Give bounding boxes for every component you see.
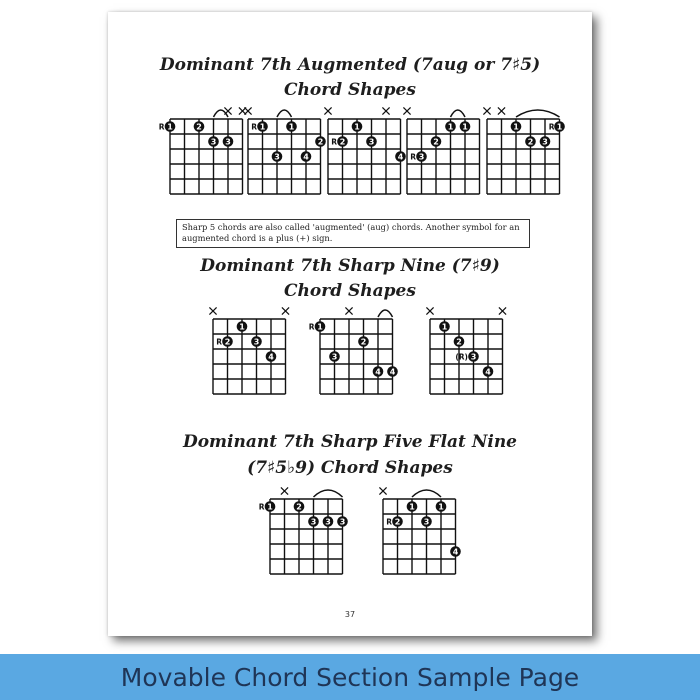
- finger-dot: [554, 121, 565, 132]
- finger-dot: [421, 516, 432, 527]
- finger-number: 4: [485, 367, 491, 377]
- finger-number: 3: [210, 137, 217, 147]
- root-label: R: [258, 502, 265, 512]
- finger-number: 3: [331, 352, 338, 362]
- muted-string-mark: [403, 107, 410, 114]
- muted-string-mark: [379, 487, 386, 494]
- finger-dot: [301, 151, 312, 162]
- muted-string-mark: [426, 307, 433, 314]
- finger-number: 1: [447, 122, 454, 132]
- finger-dot: [223, 136, 234, 147]
- finger-number: 1: [556, 122, 563, 132]
- chord-diagrams: [108, 12, 592, 636]
- finger-dot: [358, 336, 369, 347]
- section-3-subtitle: (7♯5♭9) Chord Shapes: [247, 458, 453, 478]
- chord-diagram: [483, 107, 564, 194]
- section-2-subtitle: Chord Shapes: [284, 281, 416, 301]
- sample-page-banner: [0, 654, 700, 700]
- muted-string-mark: [498, 107, 505, 114]
- chord-diagram: [403, 107, 479, 194]
- muted-string-mark: [382, 107, 389, 114]
- finger-number: 2: [456, 337, 462, 347]
- finger-dot: [436, 501, 447, 512]
- section-3-title: Dominant 7th Sharp Five Flat Nine: [182, 432, 518, 452]
- barre-arc: [214, 110, 229, 117]
- muted-string-mark: [281, 487, 288, 494]
- finger-number: 3: [418, 152, 425, 162]
- muted-string-mark: [324, 107, 331, 114]
- finger-number: 4: [452, 547, 459, 557]
- finger-dot: [315, 321, 326, 332]
- finger-dot: [445, 121, 456, 132]
- finger-number: 3: [423, 517, 430, 527]
- root-label: R: [386, 517, 392, 527]
- muted-string-mark: [282, 307, 289, 314]
- root-label: R: [216, 337, 222, 347]
- finger-number: 2: [339, 137, 346, 147]
- finger-number: 1: [288, 122, 295, 132]
- finger-dot: [460, 121, 471, 132]
- finger-number: 2: [394, 517, 401, 527]
- finger-dot: [251, 336, 262, 347]
- finger-dot: [194, 121, 205, 132]
- finger-number: 3: [225, 137, 231, 147]
- finger-dot: [294, 501, 305, 512]
- chord-diagram: [244, 107, 325, 194]
- chord-diagram: [379, 487, 460, 574]
- finger-dot: [272, 151, 283, 162]
- finger-dot: [450, 546, 461, 557]
- finger-number: 4: [303, 152, 309, 162]
- finger-number: 1: [167, 122, 173, 132]
- root-label: R: [308, 322, 315, 332]
- finger-dot: [454, 336, 465, 347]
- finger-dot: [511, 121, 522, 132]
- finger-number: 2: [196, 122, 202, 132]
- chord-diagram: [259, 487, 348, 574]
- finger-dot: [237, 321, 248, 332]
- finger-dot: [315, 136, 326, 147]
- finger-number: 2: [527, 137, 534, 147]
- finger-number: 1: [354, 122, 360, 132]
- muted-string-mark: [345, 307, 352, 314]
- finger-dot: [265, 501, 276, 512]
- root-label: (R): [455, 352, 468, 362]
- barre-arc: [378, 310, 393, 317]
- finger-number: 3: [470, 352, 477, 362]
- finger-number: 3: [253, 337, 260, 347]
- finger-dot: [439, 321, 450, 332]
- barre-arc: [277, 110, 292, 117]
- finger-number: 1: [441, 322, 448, 332]
- muted-string-mark: [244, 107, 251, 114]
- root-label: R: [548, 122, 555, 132]
- finger-dot: [286, 121, 297, 132]
- root-label: R: [410, 152, 416, 162]
- muted-string-mark: [483, 107, 490, 114]
- barre-arc: [516, 110, 560, 117]
- chord-diagram: [159, 107, 246, 194]
- finger-dot: [352, 121, 363, 132]
- finger-number: 1: [259, 122, 266, 132]
- chord-diagram: [426, 307, 506, 394]
- section-1-title: Dominant 7th Augmented (7aug or 7♯5): [159, 55, 541, 75]
- finger-dot: [373, 366, 384, 377]
- barre-arc: [314, 490, 343, 497]
- finger-number: 1: [317, 322, 323, 332]
- chord-diagram: [309, 307, 398, 394]
- finger-dot: [468, 351, 479, 362]
- finger-dot: [366, 136, 377, 147]
- finger-number: 3: [542, 137, 548, 147]
- section-2-title: Dominant 7th Sharp Nine (7♯9): [200, 256, 500, 276]
- barre-arc: [451, 110, 466, 117]
- finger-dot: [525, 136, 536, 147]
- finger-number: 4: [397, 152, 404, 162]
- muted-string-mark: [499, 307, 506, 314]
- finger-dot: [540, 136, 551, 147]
- finger-number: 4: [375, 367, 381, 377]
- finger-dot: [165, 121, 176, 132]
- finger-number: 3: [325, 517, 331, 527]
- finger-number: 1: [239, 322, 245, 332]
- finger-number: 1: [438, 502, 444, 512]
- finger-number: 1: [513, 122, 519, 132]
- finger-dot: [329, 351, 340, 362]
- finger-dot: [431, 136, 442, 147]
- finger-number: 2: [296, 502, 302, 512]
- root-label: R: [251, 122, 257, 132]
- finger-number: 2: [224, 337, 231, 347]
- finger-dot: [208, 136, 219, 147]
- chord-diagram: [324, 107, 405, 194]
- finger-number: 2: [433, 137, 439, 147]
- finger-dot: [387, 366, 398, 377]
- finger-number: 4: [389, 367, 396, 377]
- finger-number: 3: [339, 517, 346, 527]
- finger-number: 3: [310, 517, 317, 527]
- muted-string-mark: [209, 307, 216, 314]
- finger-dot: [407, 501, 418, 512]
- banner-caption: Movable Chord Section Sample Page: [120, 662, 580, 692]
- book-page: [108, 12, 592, 636]
- root-label: R: [331, 137, 337, 147]
- finger-dot: [483, 366, 494, 377]
- barre-arc: [412, 490, 441, 497]
- augmented-note-box: Sharp 5 chords are also called 'augmented' (aug) chords. Another symbol for an augmented chord is a plus (+) sign.: [176, 219, 530, 248]
- finger-dot: [257, 121, 268, 132]
- finger-dot: [323, 516, 334, 527]
- finger-number: 1: [267, 502, 273, 512]
- section-1-subtitle: Chord Shapes: [284, 80, 416, 100]
- finger-dot: [395, 151, 406, 162]
- finger-number: 1: [462, 122, 468, 132]
- finger-number: 1: [409, 502, 415, 512]
- finger-dot: [222, 336, 233, 347]
- finger-number: 2: [360, 337, 367, 347]
- finger-dot: [392, 516, 403, 527]
- finger-number: 4: [268, 352, 274, 362]
- finger-number: 2: [317, 137, 324, 147]
- finger-number: 3: [368, 137, 375, 147]
- finger-dot: [337, 136, 348, 147]
- page-number: 37: [344, 610, 356, 619]
- finger-dot: [416, 151, 427, 162]
- finger-dot: [266, 351, 277, 362]
- root-label: R: [158, 122, 165, 132]
- finger-dot: [337, 516, 348, 527]
- finger-dot: [308, 516, 319, 527]
- chord-diagram: [209, 307, 289, 394]
- finger-number: 3: [274, 152, 280, 162]
